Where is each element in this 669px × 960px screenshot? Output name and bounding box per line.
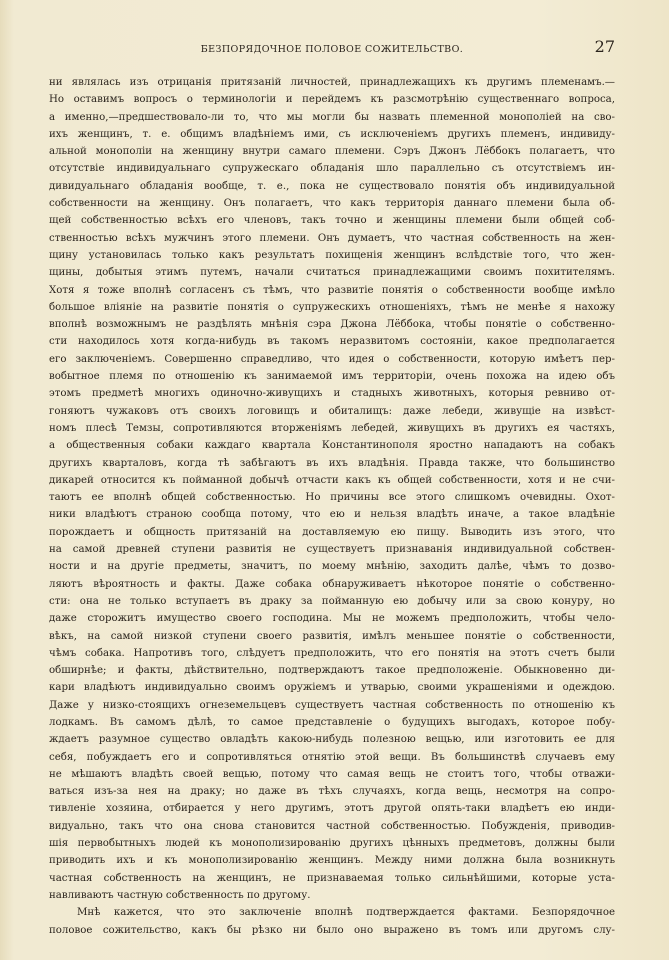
text-line: большое вліяніе на развитіе понятія о супружескихъ отношеніяхъ, тѣмъ не менѣе я нахожу [49,301,615,313]
text-line: а общественныя собаки каждаго квартала Константинополя яростно нападаютъ на собакъ [49,440,615,452]
text-line: ваться изъ-за нея на драку; но даже въ тѣхъ случаяхъ, когда вещь, несмотря на сопро- [49,786,615,798]
text-line: щей собственностью всѣхъ его членовъ, такъ точно и женщины племени были общей соб- [49,215,615,227]
text-line: этомъ предметѣ многихъ одиночно-живущихъ и стадныхъ животныхъ, которыя ревниво от- [49,388,615,400]
text-line: приводить ихъ и къ монополизированію женщинъ. Между ними должна была возникнуть [49,855,615,867]
text-line: Мнѣ кажется, что это заключеніе вполнѣ подтверждается фактами. Безпорядочное [77,907,615,919]
text-line: сти находилось хотя когда-нибудь въ такомъ неразвитомъ состояніи, какое предполагается [49,336,615,348]
text-line: на самой древней ступени развитія не существуетъ признаванія индивидуальной собствен- [49,544,615,556]
text-line: сти: она не только вступаетъ въ драку за пойманную ею добычу или за свою конуру, но [49,595,615,607]
text-line: порождаетъ и общность притязаній на доставляемую ею пищу. Выводить изъ этого, что [49,526,615,538]
text-line: ственностью всѣхъ мужчинъ этого племени. Онъ думаетъ, что частная собственность на жен- [49,232,615,244]
text-line: вполнѣ возможнымъ не раздѣлять мнѣнія сэра Джона Лёббока, чтобы понятіе о собственно- [49,319,615,331]
text-line: себя, побуждаетъ его и сопротивляться отнятію этой вещи. Въ большинствѣ случаевъ ему [49,751,615,763]
page-number: 27 [594,37,615,56]
text-line: лодкамъ. Въ самомъ дѣлѣ, то самое представленіе о будущихъ выгодахъ, которое побу- [49,716,615,728]
text-line: щину установилась только какъ результатъ похищенія женщинъ вслѣдствіе того, что жен- [49,249,615,261]
text-line: шія первобытныхъ людей къ монополизированію другихъ цѣнныхъ предметовъ, должны были [49,838,615,850]
text-line: таютъ ее вполнѣ общей собственностью. Но причины все этого слишкомъ очевидны. Охот- [49,492,615,504]
text-line: чѣмъ собака. Напротивъ того, слѣдуетъ предположить, что его понятія на этотъ счетъ были [49,647,615,659]
text-line: дикарей относится къ пойманной добычѣ отчасти какъ къ общей собственности, хотя и не счи- [49,474,615,486]
text-line: другихъ кварталовъ, когда тѣ забѣгаютъ въ ихъ владѣнія. Правда также, что большинство [49,457,615,469]
text-line: отсутствіе индивидуальнаго супружескаго обладанія шло параллельно съ отсутствіемъ ин- [49,163,615,175]
text-line: его заключеніемъ. Совершенно справедливо, что идея о собственности, которую имѣетъ пер- [49,353,615,365]
running-title: БЕЗПОРЯДОЧНОЕ ПОЛОВОЕ СОЖИТЕЛЬСТВО. [200,44,464,55]
text-line: дивидуальнаго обладанія вообще, т. е., пока не существовало понятія объ индивидуальной [49,180,615,192]
text-line: ждаетъ разумное существо овладѣть какою-нибудь полезною вещью, или изготовить ее для [49,734,615,746]
text-line: вобытное племя по отношенію къ занимаемой имъ территоріи, очень похожа на идею объ [49,371,615,383]
text-line: половое сожительство, какъ бы рѣзко ни было оно выражено въ томъ или другомъ слу- [49,924,615,936]
text-line: гоняютъ чужаковъ отъ своихъ логовищъ и обиталищъ: даже лебеди, живущіе на извѣст- [49,405,615,417]
text-line: ности и на другіе предметы, значитъ, по моему мнѣнію, заходить далѣе, чѣмъ то дозво- [49,561,615,573]
text-line: Но оставимъ вопросъ о терминологіи и перейдемъ къ разсмотрѣнію существеннаго вопроса, [49,94,615,106]
text-line: видуально, такъ что она снова становится частной собственностью. Побужденія, приводив- [49,820,615,832]
text-line: навливаютъ частную собственность по другому. [49,889,311,901]
text-line: собственности на женщину. Онъ полагаетъ, что какъ территорія даннаго племени была об- [49,198,615,210]
text-line: вѣкъ, на самой низкой ступени своего развитія, имѣлъ меньшее понятіе о собственности, [49,630,615,642]
page-header [49,37,615,63]
text-line: Хотя я тоже вполнѣ согласенъ съ тѣмъ, что развитіе понятія о собственности вообще имѣло [49,284,615,296]
text-line: даже сторожитъ имущество своего господина. Мы не можемъ предположить, чтобы чело- [49,613,615,625]
text-line: номъ плесѣ Темзы, сопротивляются вторженіямъ лебедей, живущихъ въ другихъ ея частяхъ, [49,422,615,434]
text-line: альной монополіи на женщину внутри самаго племени. Сэръ Джонъ Лёббокъ полагаетъ, что [49,146,615,158]
body-text [49,74,615,939]
text-line: а именно,—предшествовало-ли то, что мы могли бы назвать племенной монополіей на сво- [49,111,615,123]
text-line: ни являлась изъ отрицанія притязаній личностей, принадлежащихъ къ другимъ племенамъ.— [49,77,615,88]
text-line: ихъ женщинъ, т. е. общимъ владѣніемъ ими, съ исключеніемъ другихъ племенъ, индивиду- [49,128,615,140]
text-line: Даже у низко-стоящихъ огнеземельцевъ существуетъ частная собственность по отношенію къ [49,699,615,711]
text-line: частная собственность на женщинъ, не признаваемая только сильнѣйшими, которые уста- [49,872,615,884]
text-line: ляютъ вѣроятность и факты. Даже собака обнаруживаетъ нѣкоторое понятіе о собственно- [49,578,615,590]
text-line: ники владѣютъ страною сообща потому, что ею и нельзя владѣть иначе, а такое владѣніе [49,509,615,521]
text-line: не мѣшаютъ владѣть своей вещью, потому что самая вещь не стоитъ того, чтобы отважи- [49,768,615,780]
text-line: обширнѣе; и факты, дѣйствительно, подтверждаютъ такое предположеніе. Обыкновенно ди- [49,665,615,677]
text-line: щины, добытыя этимъ путемъ, начали считаться принадлежащими своимъ похитителямъ. [49,267,615,279]
text-line: тивленіе хозяина, отбирается у него другимъ, этотъ другой опять-таки владѣетъ ею инди- [49,803,615,815]
text-line: кари владѣютъ индивидуально своимъ оружіемъ и утварью, своими украшеніями и одеждою. [49,682,615,694]
